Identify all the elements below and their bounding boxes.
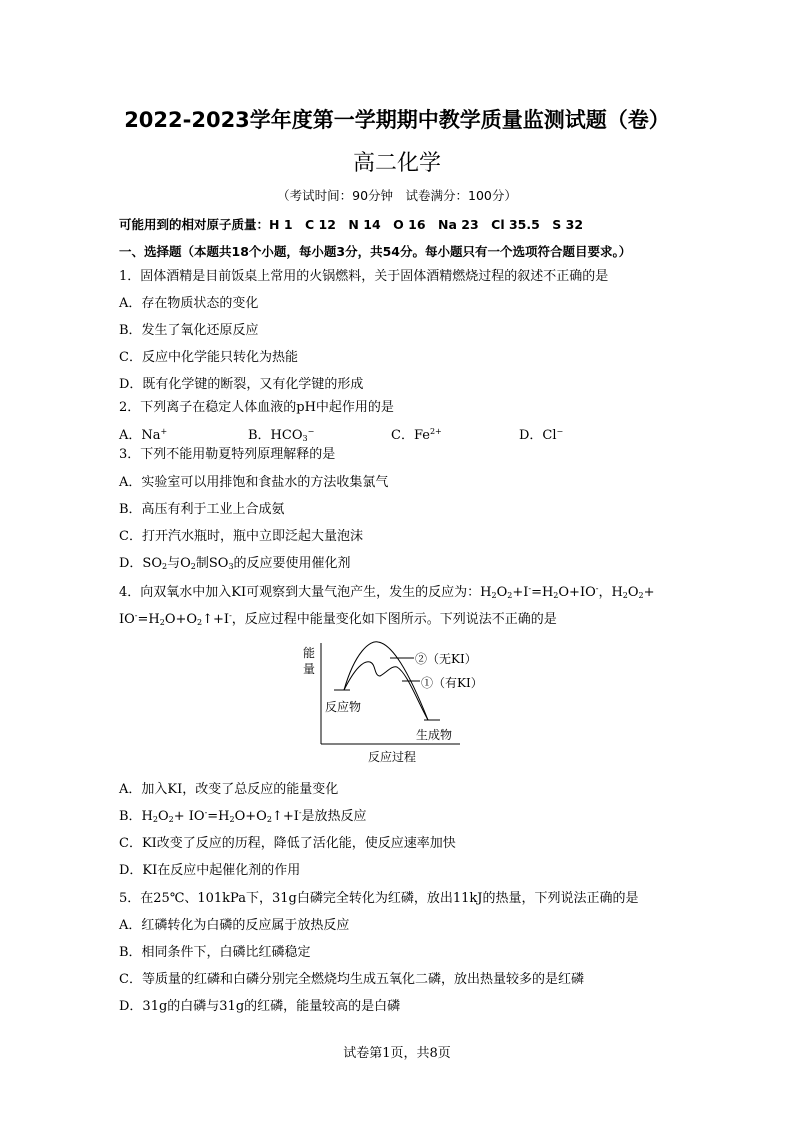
q2-option-a: A．Na+ xyxy=(119,427,168,443)
q2-option-c: C．$Fe^{2+}$ xyxy=(391,427,442,443)
q3-stem: 3．下列不能用勒夏特列原理解释的是 xyxy=(119,447,336,462)
q1-option-a: A．存在物质状态的变化 xyxy=(119,296,259,311)
y-axis-label-top: 能 xyxy=(303,646,316,660)
curve2-label: ②（无KI） xyxy=(415,652,477,666)
q4-stem-line1: 4．向双氧水中加入KI可观察到大量气泡产生，发生的反应为：$H_2O_2+I^-=H_2O+IO^-$，$H_2O_2+$ xyxy=(119,584,655,600)
q3-option-b: B．高压有利于工业上合成氨 xyxy=(119,502,285,517)
y-axis-label-bottom: 量 xyxy=(303,662,316,676)
q4-option-c: C．KI改变了反应的历程，降低了活化能，使反应速率加快 xyxy=(119,836,456,851)
q2-options xyxy=(119,424,679,443)
q1-stem: 1．固体酒精是目前饭桌上常用的火锅燃料，关于固体酒精燃烧过程的叙述不正确的是 xyxy=(119,269,609,284)
q2-option-b: B．$HCO_3^-$ xyxy=(248,427,315,443)
q1-option-b: B．发生了氧化还原反应 xyxy=(119,323,259,338)
section-heading: 一、选择题（本题共18个小题，每小题3分，共54分。每小题只有一个选项符合题目要求。） xyxy=(119,244,632,259)
q3-option-c: C．打开汽水瓶时，瓶中立即泛起大量泡沫 xyxy=(119,529,363,544)
q3-option-d: D．$SO_2$与$O_2$制$SO_3$的反应要使用催化剂 xyxy=(119,556,351,571)
q5-option-a: A．红磷转化为白磷的反应属于放热反应 xyxy=(119,918,350,933)
q4-option-b: B．$H_2O_2+$ $IO^-=H_2O+O_2↑+I^-$是放热反应 xyxy=(119,808,367,824)
atomic-masses: 可能用到的相对原子质量：H 1 C 12 N 14 O 16 Na 23 Cl 35.5 S 32 xyxy=(119,217,584,232)
reactant-label: 反应物 xyxy=(325,700,362,714)
q5-option-c: C．等质量的红磷和白磷分别完全燃烧均生成五氧化二磷，放出热量较多的是红磷 xyxy=(119,972,584,987)
q2-stem: 2．下列离子在稳定人体血液的pH中起作用的是 xyxy=(119,400,394,415)
page-footer: 试卷第1页，共8页 xyxy=(343,1046,451,1061)
q5-option-b: B．相同条件下，白磷比红磷稳定 xyxy=(119,945,311,960)
q5-stem: 5．在25℃、101kPa下，31g白磷完全转化为红磷，放出11kJ的热量，下列说法正确的是 xyxy=(119,891,639,906)
q2-option-d: D．Cl− xyxy=(519,427,564,443)
product-label: 生成物 xyxy=(416,728,453,742)
x-axis-label: 反应过程 xyxy=(368,750,417,764)
energy-diagram xyxy=(300,640,483,770)
exam-title: 2022-2023学年度第一学期期中教学质量监测试题（卷） xyxy=(124,108,670,132)
q1-option-c: C．反应中化学能只转化为热能 xyxy=(119,350,298,365)
q1-option-d: D．既有化学键的断裂，又有化学键的形成 xyxy=(119,377,364,392)
q4-option-a: A．加入KI，改变了总反应的能量变化 xyxy=(119,782,339,797)
q4-stem-line2: $IO^-=H_2O+O_2↑+I^-$，反应过程中能量变化如下图所示。下列说法不正确的是 xyxy=(119,611,557,627)
exam-subject: 高二化学 xyxy=(352,151,441,176)
curve1-label: ①（有KI） xyxy=(421,676,483,690)
exam-info: （考试时间：90分钟 试卷满分：100分） xyxy=(277,188,517,203)
q5-option-d: D．31g的白磷与31g的红磷，能量较高的是白磷 xyxy=(119,999,401,1014)
q3-option-a: A．实验室可以用排饱和食盐水的方法收集氯气 xyxy=(119,475,389,490)
q4-option-d: D．KI在反应中起催化剂的作用 xyxy=(119,863,301,878)
